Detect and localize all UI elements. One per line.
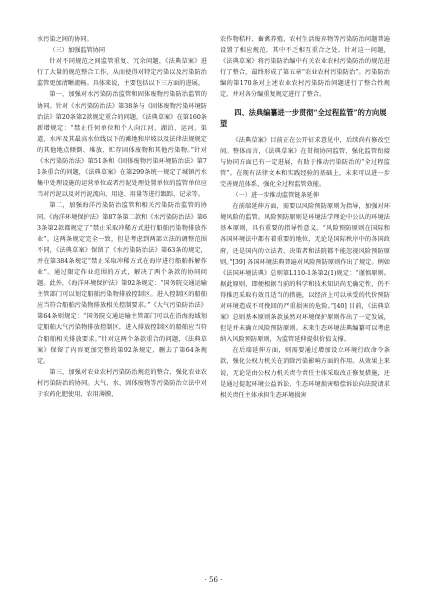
paragraph: 第二，加强海洋污染防治监管和相关污染防治监管的协同。《海洋环境保护法》第87条第二款和《水污染防治法》第63条第2款都规定了“禁止采取冲稀方式进行船舶污染物排放作业”。这两条规定完全一致，但是考虑到两部立法的调整范围不同，《法典草案》保留了《水污染防治法》第63条的规定，并在第384条规定“禁止采取冲稀方式在海岸进行船舶拆解作业”。通过限定作业范围的方式，解决了两个条款的协同问题。此外，《海洋环境保护法》第92条规定：“国务院交通运输主管部门可以划定船舶污染物排放控制区。进入控制区的船舶应当符合船舶污染物排放相关控制要求。”《大气污染防治法》第64条则规定：“国务院交通运输主管部门可以在沿海海域划定船舶大气污染物排放控制区，进入排放控制区的船舶应当符合船舶相关排放要求。”针对这两个条款重合的问题，《法典草案》保留了内容更加完整的第92条规定，删去了第64条规定。 xyxy=(37,202,207,365)
left-column xyxy=(37,34,207,400)
paragraph: 在后端延伸方面，则需要通过增加设立环境行政命令条款，强化公权力机关在消除污染影响方面的作用。从效果上来说，无论是由公权力机关责令责任主体采取改正修复措施，还是通过提起环境公益诉讼、生态环境损害赔偿诉讼向法院请求相关责任主体承担生态环境损害 xyxy=(220,347,390,399)
paragraph: 第三，加强对农业农村污染防治规范的整合，强化农业农村污染防治的协同。大气、水、固体废物等污染防治立法中对于农药化肥使用、农用薄膜、 xyxy=(37,368,207,398)
subsection-heading: （一）进一步推动监管链条延伸 xyxy=(232,192,320,200)
paragraph-continuation: 农作物秸秆、畜禽养殖、农村生活废弃物等污染防治问题普遍设置了相应规范，其中不乏相互重合之处。针对这一问题，《法典草案》将污染防治编中有关农业农村污染防治的规范进行了整合，最终形成了第五章“农业农村污染防治”。污染防治编的第170条对上述农业农村污染防治问题进行了整合性规定，并对各分编重复规定进行了整合。 xyxy=(220,36,390,99)
subsection-heading: （三）加强监管协同 xyxy=(49,47,106,55)
paragraph: 在前端延伸方面，需要以风险预防原则为指导，加强对环境风险的监管。风险预防原则是环境法学理论中公认的环境法基本原则，具有重要的指导性意义。“风险预防原则在国际和各国环境法中都有着重要的地位，无论是国际秩序中的各国政府，还是国内的立法者、决策者和法院都不能忽视风险预防原则。”[39] 各国环境法典普遍对风险预防原则作出了规定。例如《法国环境法典》总则第L110-1条第2(1)规定：“谨慎原则。据此原则，即便根据当前的科学和技术知识尚无确定性，仍不得推迟采取有效且适当的措施，以经济上可以承受的代价预防对环境造成不可挽回的严重损害的危险。”[40] 目前，《法典草案》总则基本原则条款虽然对环境保护原则作出了一定发展，但是并未确立风险预防原则。未来生态环境法典编纂可以考虑纳入风险预防原则，为监管延伸提供价值支撑。 xyxy=(220,203,390,344)
paragraph: 针对不同规范之间监管重复、冗余问题，《法典草案》进行了大量的规范整合工作，从而使得对特定污染以及污染防治监管更加清晰流畅。具体来说，主要包括以下三方面的进展。 xyxy=(37,58,207,88)
paragraph: 第一，加强对水污染防治监管和固体废物污染防治监管的协同。针对《水污染防治法》第38条与《固体废物污染环境防治法》第20条第2款规定重合的问题，《法典草案》在第160条新增规定：“禁止任何单位和个人向江河、湖泊、运河、渠道、水库及其最高水位线以下的滩地和岸坡以及法律法规规定的其他地点倾倒、堆放、贮存固体废物和其他污染物。”针对《水污染防治法》第51条和《固体废物污染环境防治法》第71条重合的问题，《法典草案》在第299条统一规定了城镇污水集中处理设施的运营单位或者污泥处理处置单位的监管单位应当对污泥以及对污泥流向、用途、用量等进行跟踪、记录等。 xyxy=(37,91,207,199)
paragraph: 《法典草案》目前正在公开征求意见中，后续尚有修改空间。整体而言，《法典草案》在贯彻协同监管、强化监管衔接与协同方面已有一定进展，有助于推动污染防治的“全过程监管”。在现有法律文本和实践经验的基础上，未来可以进一步完善规范体系，强化全过程监管效能。 xyxy=(220,136,390,188)
page-number: · 56 · xyxy=(204,576,223,584)
section-heading: 四、法典编纂进一步贯彻“全过程监管”的方向展望 xyxy=(220,107,387,128)
paragraph-continuation: 水污染之间的协同。 xyxy=(37,36,93,43)
right-column xyxy=(220,34,390,401)
